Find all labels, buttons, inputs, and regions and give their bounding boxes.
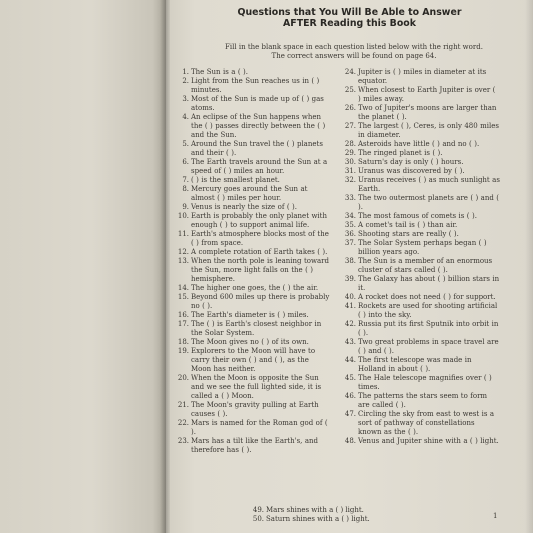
question-number: 45. — [344, 374, 356, 382]
question-number: 39. — [344, 275, 356, 283]
question-text: The higher one goes, the ( ) the air. — [191, 284, 319, 292]
question-item — [342, 140, 500, 149]
question-item — [175, 293, 330, 311]
page-title: Questions that You Will Be Able to Answer — [237, 7, 462, 18]
question-number: 9. — [182, 203, 189, 211]
question-text: Jupiter is ( ) miles in diameter at its equator. — [358, 68, 487, 85]
question-item — [175, 212, 330, 230]
question-number: 34. — [344, 212, 356, 220]
question-text: Venus is nearly the size of ( ). — [191, 203, 297, 211]
question-item — [342, 86, 500, 104]
questions-bottom — [250, 506, 370, 524]
question-text: Uranus receives ( ) as much sunlight as Earth. — [358, 176, 500, 193]
question-text: The Hale telescope magnifies over ( ) times. — [358, 374, 492, 391]
left-page — [0, 0, 166, 533]
question-text: An eclipse of the Sun happens when the ( ) passes directly between the ( ) and the Sun. — [191, 113, 326, 139]
question-number: 43. — [344, 338, 356, 346]
question-number: 17. — [177, 320, 189, 328]
question-number: 22. — [177, 419, 189, 427]
page-edge-shadow — [525, 0, 533, 533]
question-number: 2. — [182, 77, 189, 85]
question-item — [342, 104, 500, 122]
page-number: 1 — [493, 512, 498, 520]
question-item — [342, 437, 500, 446]
question-text: Mars is named for the Roman god of ( ). — [191, 419, 328, 436]
question-text: The Sun is a member of an enormous cluster of stars called ( ). — [358, 257, 493, 274]
question-text: Beyond 600 miles up there is probably no ( ). — [191, 293, 330, 310]
question-text: The Earth's diameter is ( ) miles. — [191, 311, 309, 319]
question-item — [175, 68, 330, 77]
question-item — [342, 293, 500, 302]
question-number: 42. — [344, 320, 356, 328]
question-text: Asteroids have little ( ) and no ( ). — [358, 140, 480, 148]
question-number: 27. — [344, 122, 356, 130]
question-number: 46. — [344, 392, 356, 400]
question-text: ( ) is the smallest planet. — [191, 176, 280, 184]
question-item — [175, 158, 330, 176]
question-item — [250, 506, 370, 515]
questions-column-right — [342, 68, 500, 446]
question-item — [175, 311, 330, 320]
question-item — [175, 437, 330, 455]
question-number: 18. — [177, 338, 189, 346]
question-text: Two great problems in space travel are ( ) and ( ). — [358, 338, 499, 355]
question-item — [175, 185, 330, 203]
question-item — [250, 515, 370, 524]
question-number: 19. — [177, 347, 189, 355]
question-text: A rocket does not need ( ) for support. — [358, 293, 496, 301]
questions-column-left — [175, 68, 330, 455]
instructions-line-2: The correct answers will be found on page 64. — [271, 52, 437, 60]
question-item — [342, 158, 500, 167]
question-text: Around the Sun travel the ( ) planets and their ( ). — [191, 140, 323, 157]
question-item — [175, 401, 330, 419]
question-number: 21. — [177, 401, 189, 409]
question-text: The patterns the stars seem to form are called ( ). — [358, 392, 488, 409]
question-item — [342, 68, 500, 86]
question-item — [342, 275, 500, 293]
question-number: 40. — [344, 293, 356, 301]
instructions-line-1: Fill in the blank space in each question listed below with the right word. — [225, 43, 483, 51]
question-text: A comet's tail is ( ) than air. — [358, 221, 458, 229]
question-number: 48. — [344, 437, 356, 445]
question-item — [342, 194, 500, 212]
question-text: Most of the Sun is made up of ( ) gas atoms. — [191, 95, 324, 112]
page-subtitle: AFTER Reading this Book — [283, 18, 416, 29]
question-item — [175, 230, 330, 248]
question-text: Explorers to the Moon will have to carry their own ( ) and ( ), as the Moon has neither. — [191, 347, 316, 373]
question-item — [342, 374, 500, 392]
question-item — [342, 176, 500, 194]
question-text: Rockets are used for shooting artificial ( ) into the sky. — [358, 302, 498, 319]
question-item — [342, 212, 500, 221]
question-item — [342, 410, 500, 437]
question-number: 29. — [344, 149, 356, 157]
question-text: When the north pole is leaning toward the Sun, more light falls on the ( ) hemisphere. — [191, 257, 329, 283]
question-number: 35. — [344, 221, 356, 229]
question-item — [175, 257, 330, 284]
question-text: The Moon gives no ( ) of its own. — [191, 338, 309, 346]
question-text: The ringed planet is ( ). — [358, 149, 443, 157]
question-item — [175, 374, 330, 401]
question-number: 7. — [182, 176, 189, 184]
question-text: Shooting stars are really ( ). — [358, 230, 459, 238]
question-number: 50. — [252, 515, 264, 523]
question-number: 28. — [344, 140, 356, 148]
question-number: 31. — [344, 167, 356, 175]
question-text: Two of Jupiter's moons are larger than the planet ( ). — [358, 104, 497, 121]
question-number: 4. — [182, 113, 189, 121]
question-text: Saturn's day is only ( ) hours. — [358, 158, 464, 166]
book-gutter — [160, 0, 170, 533]
question-item — [175, 284, 330, 293]
question-number: 25. — [344, 86, 356, 94]
question-text: Earth is probably the only planet with enough ( ) to support animal life. — [191, 212, 327, 229]
question-number: 26. — [344, 104, 356, 112]
question-number: 32. — [344, 176, 356, 184]
question-number: 38. — [344, 257, 356, 265]
question-text: Earth's atmosphere blocks most of the ( ) from space. — [191, 230, 329, 247]
question-number: 11. — [177, 230, 189, 238]
question-number: 20. — [177, 374, 189, 382]
question-text: The Moon's gravity pulling at Earth causes ( ). — [191, 401, 319, 418]
question-text: Mars has a tilt like the Earth's, and therefore has ( ). — [191, 437, 318, 454]
question-item — [175, 113, 330, 140]
question-item — [175, 203, 330, 212]
question-item — [342, 392, 500, 410]
question-text: The two outermost planets are ( ) and ( ). — [358, 194, 499, 211]
question-number: 12. — [177, 248, 189, 256]
question-item — [342, 320, 500, 338]
question-number: 5. — [182, 140, 189, 148]
question-number: 15. — [177, 293, 189, 301]
question-number: 8. — [182, 185, 189, 193]
question-item — [175, 419, 330, 437]
question-text: Light from the Sun reaches us in ( ) minutes. — [191, 77, 320, 94]
question-text: Mars shines with a ( ) light. — [266, 506, 364, 514]
question-number: 41. — [344, 302, 356, 310]
question-item — [175, 248, 330, 257]
question-text: The ( ) is Earth's closest neighbor in the Solar System. — [191, 320, 322, 337]
question-item — [342, 221, 500, 230]
question-item — [175, 140, 330, 158]
question-item — [175, 95, 330, 113]
question-text: The Sun is a ( ). — [191, 68, 248, 76]
question-item — [175, 338, 330, 347]
question-item — [342, 302, 500, 320]
question-item — [342, 122, 500, 140]
question-item — [175, 77, 330, 95]
question-item — [342, 239, 500, 257]
question-item — [342, 257, 500, 275]
question-number: 36. — [344, 230, 356, 238]
question-text: Venus and Jupiter shine with a ( ) light. — [358, 437, 499, 445]
question-number: 44. — [344, 356, 356, 364]
question-number: 16. — [177, 311, 189, 319]
question-text: Russia put its first Sputnik into orbit in ( ). — [358, 320, 499, 337]
question-item — [175, 320, 330, 338]
question-text: The Solar System perhaps began ( ) billion years ago. — [358, 239, 487, 256]
question-text: Mercury goes around the Sun at almost ( ) miles per hour. — [191, 185, 308, 202]
question-text: Uranus was discovered by ( ). — [358, 167, 465, 175]
question-number: 49. — [252, 506, 264, 514]
question-number: 23. — [177, 437, 189, 445]
question-text: When closest to Earth Jupiter is over ( ) miles away. — [358, 86, 496, 103]
question-number: 14. — [177, 284, 189, 292]
question-item — [342, 356, 500, 374]
question-text: Circling the sky from east to west is a sort of pathway of constellations known as the ( ). — [358, 410, 495, 436]
question-text: The most famous of comets is ( ). — [358, 212, 477, 220]
question-text: The first telescope was made in Holland in about ( ). — [358, 356, 472, 373]
question-item — [175, 347, 330, 374]
question-text: The Galaxy has about ( ) billion stars in it. — [358, 275, 500, 292]
question-number: 30. — [344, 158, 356, 166]
question-number: 33. — [344, 194, 356, 202]
question-text: A complete rotation of Earth takes ( ). — [191, 248, 328, 256]
question-item — [342, 230, 500, 239]
question-text: When the Moon is opposite the Sun and we see the full lighted side, it is called a ( ) Moon. — [191, 374, 322, 400]
question-number: 13. — [177, 257, 189, 265]
question-item — [342, 338, 500, 356]
question-text: The largest ( ), Ceres, is only 480 miles in diameter. — [358, 122, 499, 139]
question-item — [342, 149, 500, 158]
question-text: The Earth travels around the Sun at a speed of ( ) miles an hour. — [191, 158, 328, 175]
question-item — [342, 167, 500, 176]
question-number: 24. — [344, 68, 356, 76]
question-number: 10. — [177, 212, 189, 220]
question-item — [175, 176, 330, 185]
question-number: 3. — [182, 95, 189, 103]
question-number: 47. — [344, 410, 356, 418]
question-number: 37. — [344, 239, 356, 247]
question-number: 1. — [182, 68, 189, 76]
question-text: Saturn shines with a ( ) light. — [266, 515, 370, 523]
question-number: 6. — [182, 158, 189, 166]
